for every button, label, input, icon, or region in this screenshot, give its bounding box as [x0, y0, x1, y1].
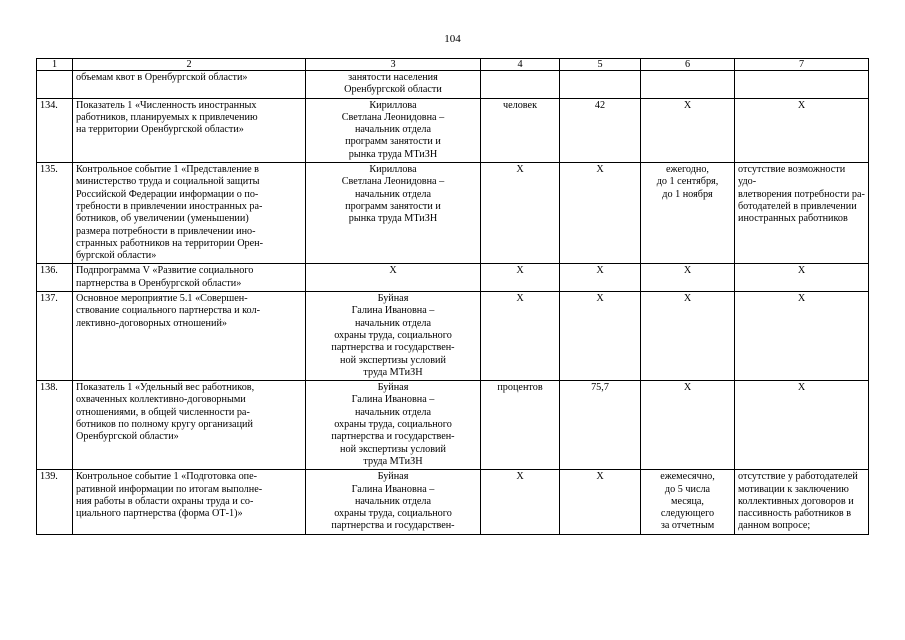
row-number	[37, 71, 73, 99]
table-row	[37, 381, 869, 470]
deadline: ежемесячно, до 5 числа месяца, следующего за отчетным	[641, 470, 735, 534]
deadline	[641, 71, 735, 99]
target-value: Х	[560, 470, 641, 534]
responsible-person: Буйная Галина Ивановна – начальник отдела охраны труда, социального партнерства и государствен- ной экспертизы условий труда МТиЗН	[306, 381, 481, 470]
event-name: Подпрограмма V «Развитие социального партнерства в Оренбургской области»	[73, 264, 306, 292]
target-value: Х	[560, 292, 641, 381]
row-number: 139.	[37, 470, 73, 534]
responsible-person: занятости населения Оренбургской области	[306, 71, 481, 99]
deadline: Х	[641, 292, 735, 381]
risk: Х	[735, 264, 869, 292]
responsible-person: Буйная Галина Ивановна – начальник отдела охраны труда, социального партнерства и государствен- ной экспертизы условий труда МТиЗН	[306, 292, 481, 381]
event-name: Контрольное событие 1 «Подготовка опе- ративной информации по итогам выполне- ния работы в области охраны труда и со- циального партнерства (форма ОТ-1)»	[73, 470, 306, 534]
column-number: 4	[481, 59, 560, 71]
column-number: 7	[735, 59, 869, 71]
table-row	[37, 264, 869, 292]
table-row	[37, 292, 869, 381]
unit: человек	[481, 98, 560, 162]
event-name: Показатель 1 «Удельный вес работников, охваченных коллективно-договорными отношениями, в общей численности ра- ботников по полному кругу организаций Оренбургской области»	[73, 381, 306, 470]
event-name: Контрольное событие 1 «Представление в министерство труда и социальной защиты Российской Федерации информации о по- требности в привлечении иностранных ра- ботников, об увеличении (уменьшении) размера потребности в привлечении ино- странных работников на территории Орен- бургской области»	[73, 163, 306, 264]
target-value: Х	[560, 163, 641, 264]
plan-table	[36, 58, 869, 535]
event-name: Показатель 1 «Численность иностранных работников, планируемых к привлечению на территории Оренбургской области»	[73, 98, 306, 162]
event-name: объемам квот в Оренбургской области»	[73, 71, 306, 99]
unit: Х	[481, 470, 560, 534]
risk: Х	[735, 292, 869, 381]
unit: Х	[481, 163, 560, 264]
table-row	[37, 163, 869, 264]
row-number: 137.	[37, 292, 73, 381]
column-number-row	[37, 59, 869, 71]
table-row	[37, 470, 869, 534]
column-number: 3	[306, 59, 481, 71]
target-value: 75,7	[560, 381, 641, 470]
risk: отсутствие у работодателей мотивации к заключению коллективных договоров и пассивность работников в данном вопросе;	[735, 470, 869, 534]
row-number: 138.	[37, 381, 73, 470]
column-number: 6	[641, 59, 735, 71]
row-number: 136.	[37, 264, 73, 292]
target-value	[560, 71, 641, 99]
table-row	[37, 98, 869, 162]
risk	[735, 71, 869, 99]
unit	[481, 71, 560, 99]
column-number: 5	[560, 59, 641, 71]
row-number: 135.	[37, 163, 73, 264]
risk: отсутствие возможности удо- влетворения потребности ра- ботодателей в привлечении иностранных работников	[735, 163, 869, 264]
responsible-person: Кириллова Светлана Леонидовна – начальник отдела программ занятости и рынка труда МТиЗН	[306, 98, 481, 162]
row-number: 134.	[37, 98, 73, 162]
target-value: 42	[560, 98, 641, 162]
deadline: Х	[641, 264, 735, 292]
unit: Х	[481, 292, 560, 381]
deadline: ежегодно, до 1 сентября, до 1 ноября	[641, 163, 735, 264]
page-number: 104	[444, 33, 461, 45]
deadline: Х	[641, 381, 735, 470]
deadline: Х	[641, 98, 735, 162]
responsible-person: Буйная Галина Ивановна – начальник отдела охраны труда, социального партнерства и государствен-	[306, 470, 481, 534]
column-number: 2	[73, 59, 306, 71]
risk: Х	[735, 98, 869, 162]
event-name: Основное мероприятие 5.1 «Совершен- ствование социального партнерства и кол- лективно-договорных отношений»	[73, 292, 306, 381]
target-value: Х	[560, 264, 641, 292]
column-number: 1	[37, 59, 73, 71]
responsible-person: Х	[306, 264, 481, 292]
unit: Х	[481, 264, 560, 292]
responsible-person: Кириллова Светлана Леонидовна – начальник отдела программ занятости и рынка труда МТиЗН	[306, 163, 481, 264]
risk: Х	[735, 381, 869, 470]
unit: процентов	[481, 381, 560, 470]
table-row	[37, 71, 869, 99]
